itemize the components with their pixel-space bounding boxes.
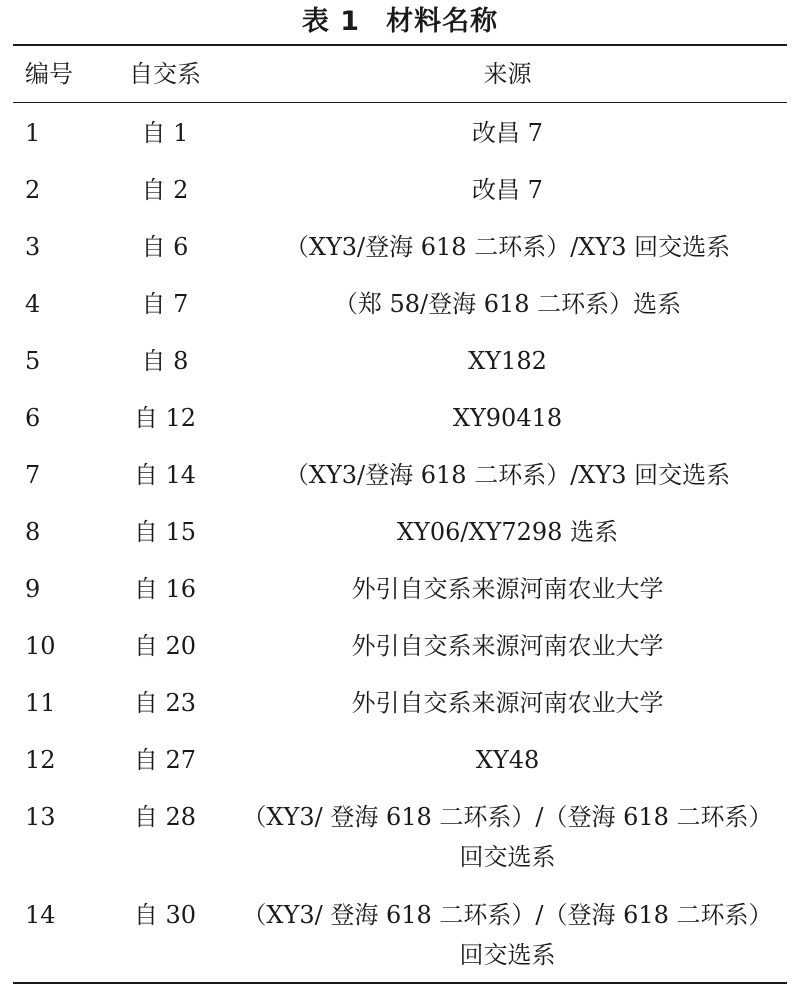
row-10-id: 10 xyxy=(25,632,56,660)
row-5-id: 5 xyxy=(25,347,41,375)
row-11-source: 外引自交系来源河南农业大学 xyxy=(351,689,664,717)
row-3-source: （XY3/登海 618 二环系）/XY3 回交选系 xyxy=(284,233,731,261)
row-7-id: 7 xyxy=(25,461,41,489)
row-7-source: （XY3/登海 618 二环系）/XY3 回交选系 xyxy=(284,461,731,489)
row-4-line: 自 7 xyxy=(141,290,189,318)
row-10-line: 自 20 xyxy=(133,632,197,660)
row-4-source: （郑 58/登海 618 二环系）选系 xyxy=(333,290,682,318)
row-14-id: 14 xyxy=(25,901,56,929)
header-rule xyxy=(13,102,787,103)
row-2-line: 自 2 xyxy=(141,176,189,204)
header-source: 来源 xyxy=(483,60,532,88)
top-rule xyxy=(13,44,787,46)
table-caption xyxy=(0,2,800,42)
row-6-id: 6 xyxy=(25,404,41,432)
row-13-line: 自 28 xyxy=(133,803,197,831)
row-6-source: XY90418 xyxy=(452,404,563,432)
header-inbred-line: 自交系 xyxy=(129,60,201,88)
row-2-id: 2 xyxy=(25,176,41,204)
row-11-id: 11 xyxy=(25,689,56,717)
row-10-source: 外引自交系来源河南农业大学 xyxy=(351,632,664,660)
row-13-id: 13 xyxy=(25,803,56,831)
row-4-id: 4 xyxy=(25,290,41,318)
row-1-id: 1 xyxy=(25,119,41,147)
row-13-source-cont: 回交选系 xyxy=(459,843,556,871)
row-7-line: 自 14 xyxy=(133,461,197,489)
row-5-line: 自 8 xyxy=(141,347,189,375)
table-number: 表 1 xyxy=(301,6,361,37)
header-id: 编号 xyxy=(25,60,73,88)
row-8-source: XY06/XY7298 选系 xyxy=(396,518,619,546)
row-14-line: 自 30 xyxy=(133,901,197,929)
row-3-line: 自 6 xyxy=(141,233,189,261)
row-9-line: 自 16 xyxy=(133,575,197,603)
row-8-line: 自 15 xyxy=(133,518,197,546)
bottom-rule xyxy=(13,982,787,984)
row-1-source: 改昌 7 xyxy=(472,119,543,147)
row-14-source: （XY3/ 登海 618 二环系）/（登海 618 二环系） xyxy=(242,901,773,929)
row-9-id: 9 xyxy=(25,575,41,603)
row-9-source: 外引自交系来源河南农业大学 xyxy=(351,575,664,603)
row-1-line: 自 1 xyxy=(141,119,189,147)
row-3-id: 3 xyxy=(25,233,41,261)
row-14-source-cont: 回交选系 xyxy=(459,941,556,969)
row-12-source: XY48 xyxy=(475,746,540,774)
row-13-source: （XY3/ 登海 618 二环系）/（登海 618 二环系） xyxy=(242,803,773,831)
row-8-id: 8 xyxy=(25,518,41,546)
row-6-line: 自 12 xyxy=(133,404,197,432)
row-11-line: 自 23 xyxy=(133,689,197,717)
row-12-id: 12 xyxy=(25,746,56,774)
row-5-source: XY182 xyxy=(468,347,547,375)
table-title: 材料名称 xyxy=(386,6,499,37)
row-2-source: 改昌 7 xyxy=(472,176,543,204)
row-12-line: 自 27 xyxy=(133,746,197,774)
